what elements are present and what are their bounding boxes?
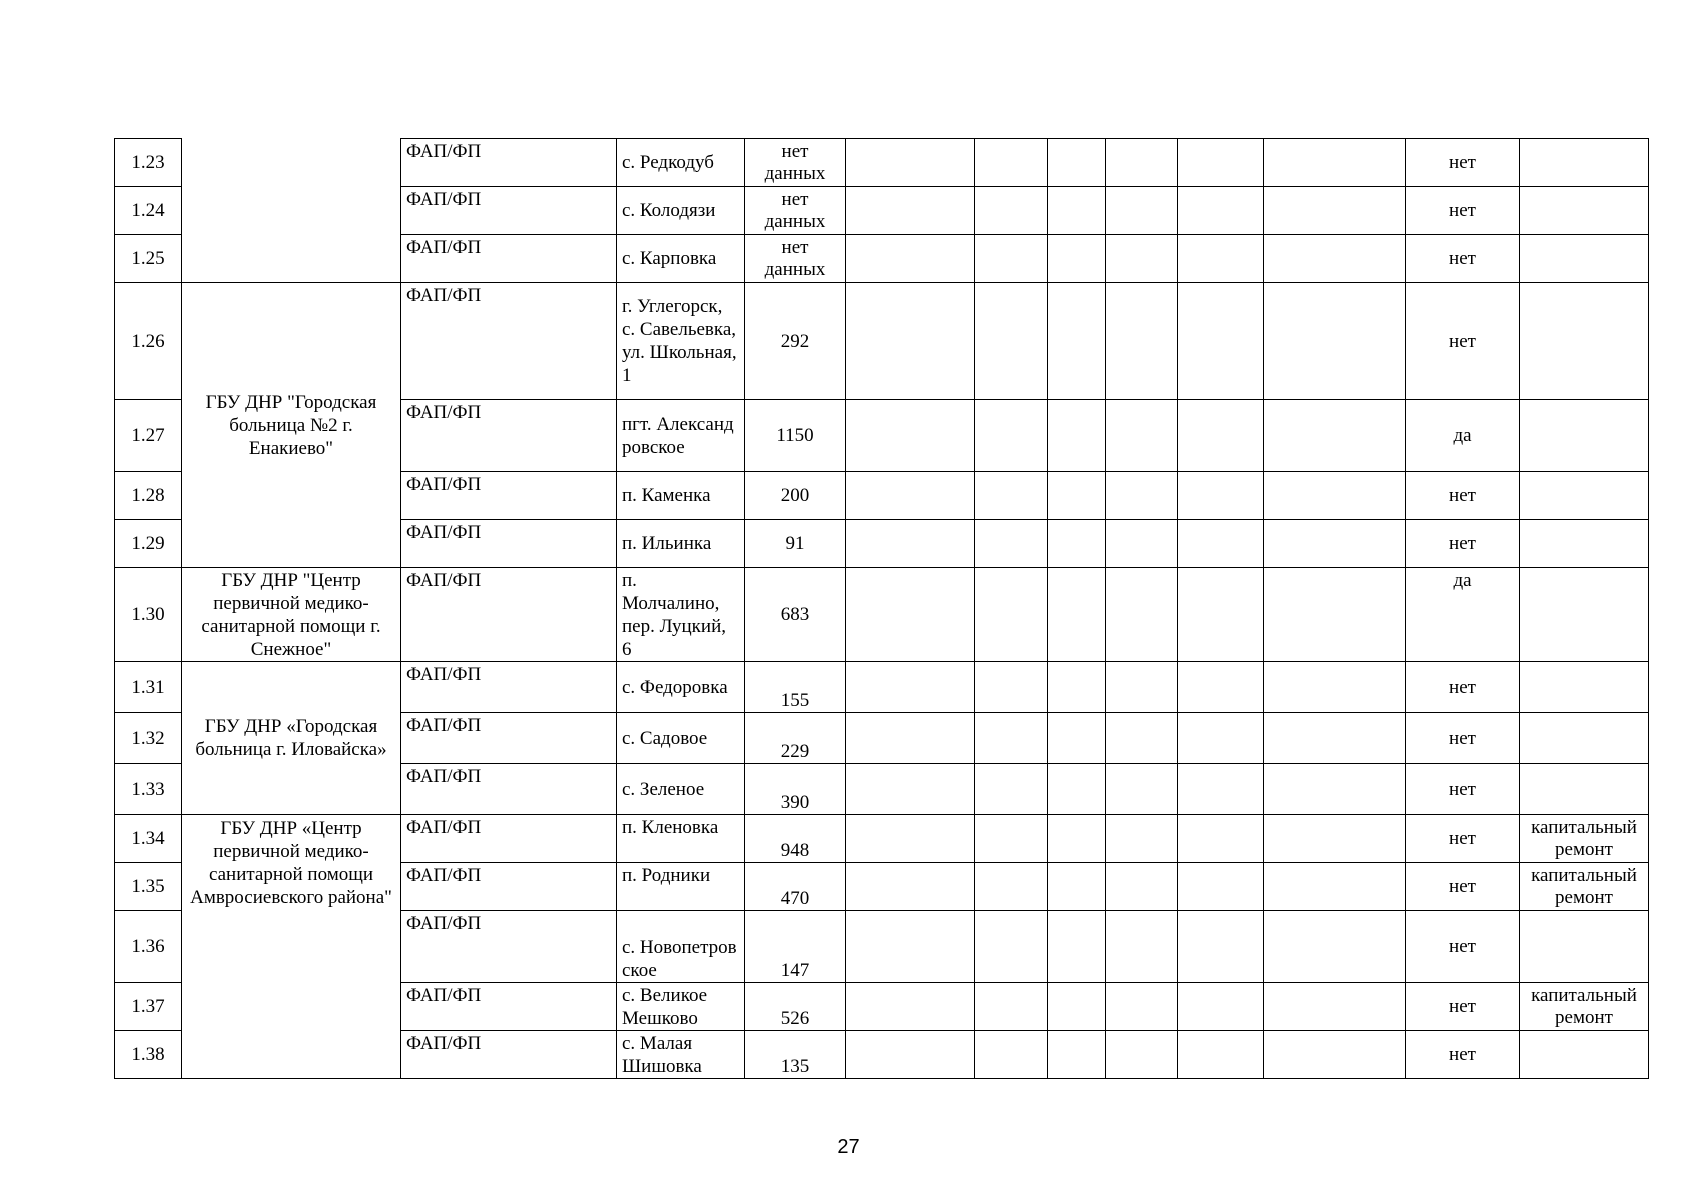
row-number: 1.35 [115,863,182,911]
empty-cell [1264,713,1406,764]
organization-cell: ГБУ ДНР "Центр первичной медико-санитарной помощи г. Снежное" [182,568,401,662]
empty-cell [1048,815,1106,863]
location: пгт. Александровское [617,400,745,472]
empty-cell [846,815,975,863]
empty-cell [1264,568,1406,662]
empty-cell [975,235,1048,283]
empty-cell [1106,520,1178,568]
row-number: 1.37 [115,983,182,1031]
population: 229 [745,713,846,764]
table-row [115,815,1649,863]
population: нет данных [745,139,846,187]
empty-cell [846,713,975,764]
facility-type: ФАП/ФП [401,983,617,1031]
work-type [1520,520,1649,568]
work-type: капитальный ремонт [1520,863,1649,911]
facility-type: ФАП/ФП [401,1031,617,1079]
organization-cell [182,139,401,283]
empty-cell [846,983,975,1031]
population: 470 [745,863,846,911]
empty-cell [1106,983,1178,1031]
work-type [1520,187,1649,235]
empty-cell [846,911,975,983]
empty-cell [1048,983,1106,1031]
facility-type: ФАП/ФП [401,520,617,568]
empty-cell [975,815,1048,863]
population: 200 [745,472,846,520]
work-type [1520,283,1649,400]
empty-cell [846,1031,975,1079]
empty-cell [975,283,1048,400]
empty-cell [1264,520,1406,568]
facility-type: ФАП/ФП [401,235,617,283]
empty-cell [1048,764,1106,815]
empty-cell [1048,187,1106,235]
empty-cell [1106,863,1178,911]
empty-cell [1048,139,1106,187]
row-number: 1.29 [115,520,182,568]
empty-cell [1264,400,1406,472]
population: 948 [745,815,846,863]
location: с. Редкодуб [617,139,745,187]
location: с. Федоровка [617,662,745,713]
population: 292 [745,283,846,400]
status-flag: да [1406,400,1520,472]
location: п. Кленовка [617,815,745,863]
table-row [115,662,1649,713]
facility-type: ФАП/ФП [401,283,617,400]
population: нет данных [745,187,846,235]
location: г. Углегорск, с. Савельевка, ул. Школьная, 1 [617,283,745,400]
empty-cell [1178,815,1264,863]
empty-cell [975,764,1048,815]
table-row [115,283,1649,400]
status-flag: да [1406,568,1520,662]
location: с. Великое Мешково [617,983,745,1031]
status-flag: нет [1406,911,1520,983]
empty-cell [975,713,1048,764]
empty-cell [1264,235,1406,283]
empty-cell [1178,662,1264,713]
population: 390 [745,764,846,815]
facility-type: ФАП/ФП [401,400,617,472]
empty-cell [1178,472,1264,520]
empty-cell [1178,283,1264,400]
empty-cell [975,1031,1048,1079]
empty-cell [846,568,975,662]
facility-type: ФАП/ФП [401,472,617,520]
empty-cell [1264,472,1406,520]
empty-cell [1106,139,1178,187]
empty-cell [846,472,975,520]
work-type [1520,139,1649,187]
empty-cell [846,520,975,568]
status-flag: нет [1406,187,1520,235]
empty-cell [1106,764,1178,815]
location: с. Садовое [617,713,745,764]
population: 147 [745,911,846,983]
empty-cell [846,764,975,815]
status-flag: нет [1406,983,1520,1031]
row-number: 1.31 [115,662,182,713]
empty-cell [1264,187,1406,235]
work-type [1520,472,1649,520]
empty-cell [975,911,1048,983]
facility-type: ФАП/ФП [401,662,617,713]
empty-cell [1178,568,1264,662]
empty-cell [1106,662,1178,713]
empty-cell [1048,568,1106,662]
status-flag: нет [1406,283,1520,400]
location: с. Колодязи [617,187,745,235]
work-type [1520,1031,1649,1079]
empty-cell [975,139,1048,187]
empty-cell [1178,139,1264,187]
work-type [1520,662,1649,713]
empty-cell [1178,983,1264,1031]
work-type [1520,764,1649,815]
organization-cell: ГБУ ДНР "Городская больница №2 г. Енакиево" [182,283,401,568]
row-number: 1.32 [115,713,182,764]
empty-cell [975,983,1048,1031]
empty-cell [846,400,975,472]
empty-cell [1048,911,1106,983]
empty-cell [1048,235,1106,283]
location: п. Ильинка [617,520,745,568]
empty-cell [1106,235,1178,283]
row-number: 1.25 [115,235,182,283]
population: 1150 [745,400,846,472]
location: с. Карповка [617,235,745,283]
empty-cell [975,187,1048,235]
empty-cell [1048,1031,1106,1079]
row-number: 1.24 [115,187,182,235]
facility-type: ФАП/ФП [401,815,617,863]
status-flag: нет [1406,764,1520,815]
status-flag: нет [1406,863,1520,911]
facility-type: ФАП/ФП [401,568,617,662]
facilities-table [114,138,1649,1079]
population: 135 [745,1031,846,1079]
empty-cell [1264,911,1406,983]
empty-cell [1048,662,1106,713]
empty-cell [975,863,1048,911]
location: п. Молчалино, пер. Луцкий, 6 [617,568,745,662]
location: п. Родники [617,863,745,911]
empty-cell [1106,713,1178,764]
facility-type: ФАП/ФП [401,139,617,187]
empty-cell [846,235,975,283]
empty-cell [975,520,1048,568]
empty-cell [1106,1031,1178,1079]
empty-cell [846,863,975,911]
empty-cell [1048,472,1106,520]
organization-cell: ГБУ ДНР «Городская больница г. Иловайска» [182,662,401,815]
empty-cell [1106,472,1178,520]
empty-cell [1264,983,1406,1031]
empty-cell [1106,283,1178,400]
work-type [1520,400,1649,472]
row-number: 1.34 [115,815,182,863]
empty-cell [1048,283,1106,400]
table-row [115,139,1649,187]
status-flag: нет [1406,139,1520,187]
population: 91 [745,520,846,568]
facility-type: ФАП/ФП [401,911,617,983]
status-flag: нет [1406,472,1520,520]
empty-cell [846,283,975,400]
empty-cell [1178,911,1264,983]
facility-type: ФАП/ФП [401,187,617,235]
status-flag: нет [1406,1031,1520,1079]
row-number: 1.26 [115,283,182,400]
empty-cell [1106,815,1178,863]
empty-cell [1178,863,1264,911]
row-number: 1.27 [115,400,182,472]
empty-cell [846,662,975,713]
empty-cell [1178,235,1264,283]
empty-cell [1106,568,1178,662]
status-flag: нет [1406,713,1520,764]
empty-cell [1178,400,1264,472]
empty-cell [1264,764,1406,815]
empty-cell [975,400,1048,472]
empty-cell [1264,283,1406,400]
empty-cell [1048,400,1106,472]
location: с. Малая Шишовка [617,1031,745,1079]
population: 526 [745,983,846,1031]
status-flag: нет [1406,520,1520,568]
empty-cell [1178,1031,1264,1079]
empty-cell [1264,863,1406,911]
empty-cell [1178,520,1264,568]
status-flag: нет [1406,662,1520,713]
empty-cell [1048,713,1106,764]
empty-cell [1048,863,1106,911]
facility-type: ФАП/ФП [401,764,617,815]
empty-cell [1178,764,1264,815]
empty-cell [1048,520,1106,568]
empty-cell [846,187,975,235]
row-number: 1.28 [115,472,182,520]
work-type [1520,713,1649,764]
location: п. Каменка [617,472,745,520]
facility-type: ФАП/ФП [401,863,617,911]
empty-cell [1264,815,1406,863]
empty-cell [975,568,1048,662]
population: нет данных [745,235,846,283]
empty-cell [1178,713,1264,764]
work-type [1520,911,1649,983]
empty-cell [1106,400,1178,472]
empty-cell [1106,187,1178,235]
row-number: 1.30 [115,568,182,662]
population: 155 [745,662,846,713]
location: с. Новопетровское [617,911,745,983]
empty-cell [1178,187,1264,235]
table-row [115,568,1649,662]
status-flag: нет [1406,815,1520,863]
row-number: 1.38 [115,1031,182,1079]
work-type [1520,235,1649,283]
empty-cell [975,662,1048,713]
row-number: 1.36 [115,911,182,983]
page-number: 27 [837,1136,860,1158]
empty-cell [846,139,975,187]
empty-cell [1106,911,1178,983]
facility-type: ФАП/ФП [401,713,617,764]
status-flag: нет [1406,235,1520,283]
row-number: 1.23 [115,139,182,187]
work-type [1520,568,1649,662]
empty-cell [1264,1031,1406,1079]
work-type: капитальный ремонт [1520,815,1649,863]
location: с. Зеленое [617,764,745,815]
row-number: 1.33 [115,764,182,815]
organization-cell: ГБУ ДНР «Центр первичной медико-санитарной помощи Амвросиевского района" [182,815,401,1079]
empty-cell [1264,662,1406,713]
work-type: капитальный ремонт [1520,983,1649,1031]
empty-cell [1264,139,1406,187]
population: 683 [745,568,846,662]
empty-cell [975,472,1048,520]
